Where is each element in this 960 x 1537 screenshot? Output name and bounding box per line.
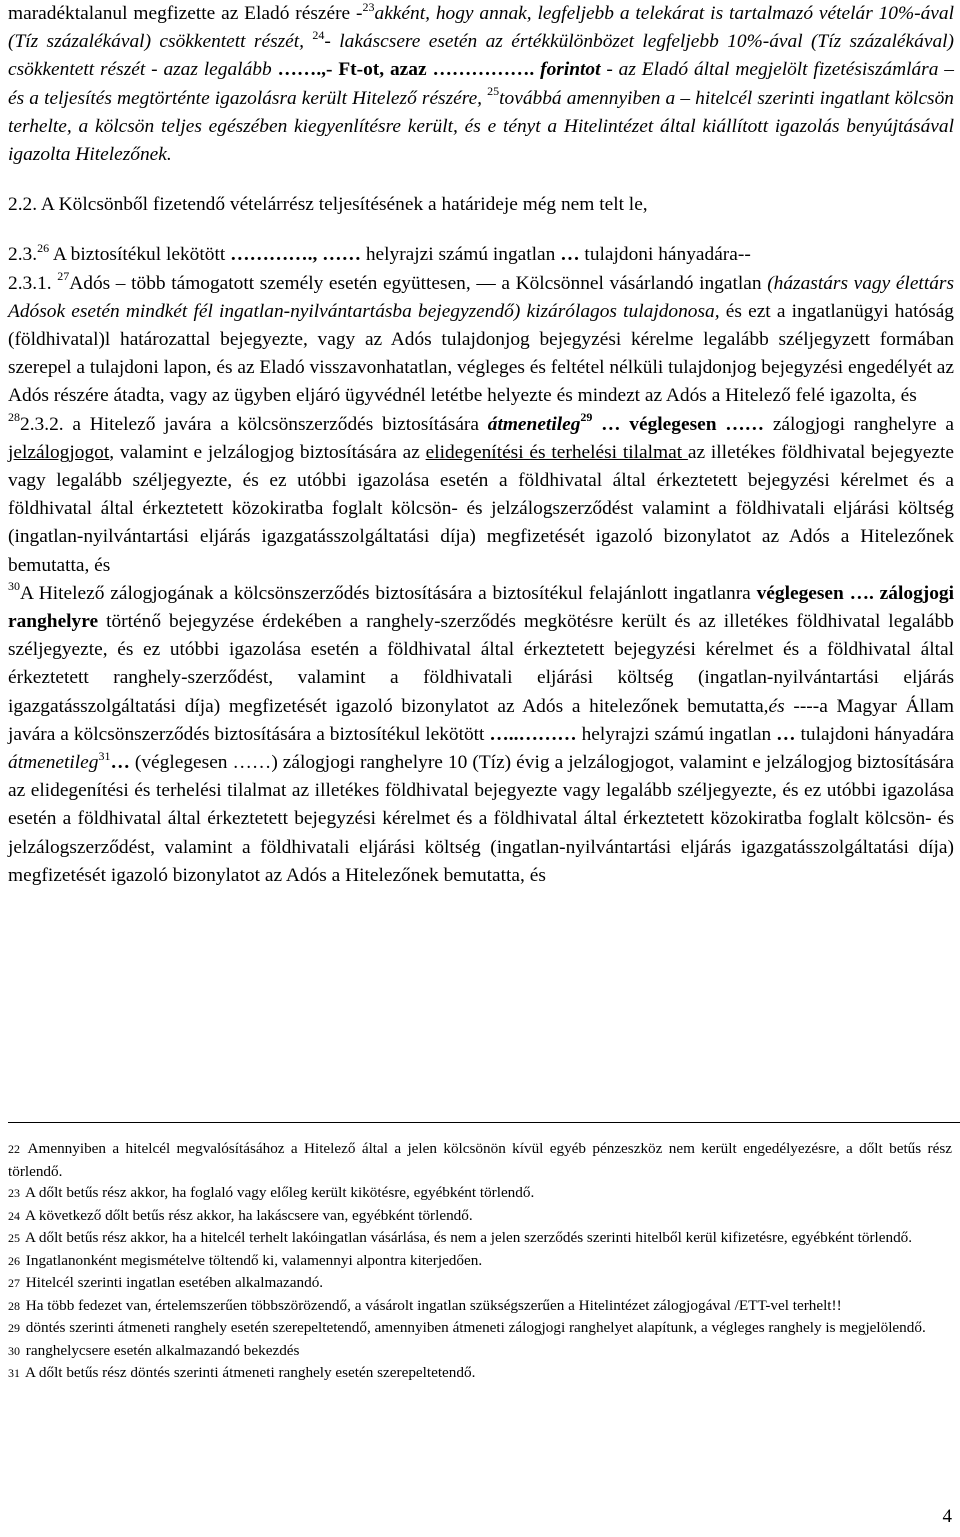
paragraph-ownership — [8, 270, 954, 411]
footnote-item — [8, 1250, 952, 1273]
placeholder-dots: …………., …… — [230, 244, 361, 266]
footnote-item — [8, 1272, 952, 1295]
page-number: 4 — [942, 1506, 952, 1527]
footnote-text: A dőlt betűs rész döntés szerinti átmeneti ranghely esetén szerepeltetendő. — [24, 1364, 476, 1381]
footnote-ref: 30 — [8, 579, 20, 594]
footnote-number: 28 — [8, 1298, 20, 1313]
bold-text: véglegesen …. zálogjogi ranghelyre — [8, 582, 954, 633]
bold-text: …….,- Ft-ot, azaz ……………. — [277, 59, 535, 81]
footnote-number: 27 — [8, 1276, 20, 1290]
placeholder-dots: … — [560, 244, 580, 266]
text-run: tulajdoni hányadára — [795, 723, 955, 745]
text-run: 2.3.2. a Hitelező javára a kölcsönszerződés biztosítására — [20, 413, 488, 435]
footnote-number: 26 — [8, 1253, 20, 1268]
footnote-number: 31 — [8, 1366, 20, 1380]
spacer — [8, 219, 954, 241]
footnote-ref: 27 — [57, 269, 70, 284]
text-run: helyrajzi számú ingatlan — [360, 244, 561, 266]
italic-text: átmenetileg — [8, 752, 99, 774]
footnote-ref: 23 — [362, 0, 375, 14]
italic-text: (házastárs vagy élettárs Adósok esetén mindkét fél ingatlan-nyilvántartásba bejegyzendő) kizárólagos tulajdonosa, — [8, 272, 954, 322]
footnote-item — [8, 1362, 952, 1385]
bold-italic-text: forintot — [540, 59, 601, 81]
italic-text: - lakáscsere esetén az értékkülönbözet legfeljebb 10%-ával (Tíz százalékával) csökkentett részét - azaz legalább — [8, 31, 954, 81]
footnote-text: Hitelcél szerinti ingatlan esetében alkalmazandó. — [25, 1274, 324, 1291]
text-run: ----a Magyar Állam javára a kölcsönszerződés biztosítására a biztosítékul lekötött — [8, 695, 955, 745]
footnote-item — [8, 1182, 952, 1205]
footnote-item — [8, 1205, 952, 1228]
footnote-text: Ha több fedezet van, értelemszerűen többszörözendő, a vásárolt ingatlan szükségszerűen a Hitelintézet zálogjogával /ETT-vel terhelt!! — [25, 1296, 842, 1314]
footnote-text: A következő dőlt betűs rész akkor, ha lakáscsere van, egyébként törlendő. — [24, 1206, 473, 1224]
paragraph-payment — [8, 0, 954, 169]
text-run: A biztosítékul lekötött — [49, 244, 231, 266]
footnote-item — [8, 1138, 952, 1182]
text-run: és ezt a ingatlanügyi hatóság (földhivatal)l határozattal bejegyezte, vagy az Adós tulajdonjog bejegyzési kérelme legalább széljegyzett formában szerepel a tulajdoni lapon, és az Eladó visszavonhatatlan, végleges és feltétel nélküli tulajdonjog bejegyzési engedélyét az Adós részére átadta, vagy az ügyben eljáró ügyvédnél letétbe helyezte és mindezt az Adós a Hitelező felé igazolta, és — [8, 300, 955, 407]
paragraph-ranking — [8, 580, 954, 890]
italic-text: kölcsön terhelte, a kölcsön teljes egészében kiegyenlítésre került, és e tényt a Hitelintézet által kiállított igazolás benyújtásával igazolta Hitelezőnek. — [8, 87, 954, 166]
footnote-number: 22 — [8, 1142, 20, 1156]
section-number: 2.3. — [8, 244, 38, 266]
footnote-ref: 29 — [580, 410, 593, 425]
section-number: 2.3.1. — [8, 272, 58, 294]
footnote-number: 25 — [8, 1231, 20, 1245]
italic-text: és — [768, 695, 785, 717]
footnote-text: Ingatlanonként megismételve töltendő ki, valamennyi alpontra kiterjedően. — [25, 1251, 483, 1269]
footnote-text: ranghelycsere esetén alkalmazandó bekezdés — [25, 1341, 300, 1359]
paragraph-mortgage — [8, 411, 954, 580]
text-run: helyrajzi számú ingatlan — [576, 723, 777, 745]
underlined-text: jelzálogjogot — [8, 441, 110, 463]
paragraph-deadline: 2.2. A Kölcsönből fizetendő vételárrész teljesítésének a határideje még nem telt le, — [8, 194, 648, 216]
footnote-item — [8, 1317, 952, 1340]
underlined-text: elidegenítési és terhelési tilalmat — [425, 441, 688, 463]
footnote-number: 30 — [8, 1343, 20, 1358]
footnote-ref: 28 — [8, 410, 20, 425]
footnote-number: 29 — [8, 1321, 20, 1335]
footnote-text: Amennyiben a hitelcél megvalósításához a Hitelező által a jelen kölcsönön kívül egyéb pénzeszköz nem került engedélyezésre, a dőlt betűs rész törlendő. — [8, 1140, 952, 1180]
footnote-ref: 24 — [312, 27, 325, 42]
bold-italic-text: átmenetileg — [487, 413, 581, 435]
text-run: maradéktalanul megfizette az Eladó részére - — [8, 3, 363, 24]
text-run: (véglegesen ……) zálogjogi ranghelyre 10 (Tíz) évig a jelzálogjogot, valamint e jelzálogjog biztosítására az elidegenítési és terhelési tilalmat az illetékes földhivatal bejegyezte vagy legalább széljegyezte, és ez utóbbi igazolása esetén a földhivatal által érkeztetett bejegyzési kérelmet és a földhivatal által érkeztetett közokiratba foglalt kölcsön- és jelzálogszerződést, valamint a földhivatali eljárási költség (ingatlan-nyilvántartási eljárás igazgatásszolgáltatási díja) megfizetését igazoló bizonylatot az Adós a Hitelezőnek bemutatta, és — [8, 752, 954, 886]
footnote-ref: 25 — [487, 84, 500, 99]
text-run: tulajdoni hányadára-- — [579, 244, 751, 266]
placeholder-dots: … — [110, 752, 130, 774]
footnote-item — [8, 1340, 952, 1363]
footnote-ref: 31 — [98, 748, 111, 763]
spacer — [8, 169, 954, 191]
main-body — [8, 0, 954, 890]
placeholder-dots: …..……… — [489, 723, 577, 745]
footnote-item — [8, 1295, 952, 1318]
italic-text: - az Eladó által megjelölt fizetésiszámlára – és a teljesítés megtörténte igazolásra került Hitelező részére, — [8, 59, 954, 109]
bold-text: … véglegesen …… — [592, 413, 765, 435]
footnote-text: döntés szerinti átmeneti ranghely esetén szerepeltetendő, amennyiben átmeneti zálogjogi ranghelyet alapítunk, a végleges ranghely is megjelölendő. — [25, 1319, 926, 1336]
footnotes — [8, 1138, 952, 1385]
footnote-number: 23 — [8, 1186, 20, 1200]
text-run: történő bejegyzése érdekében a ranghely-szerződés megkötésre került és az illetékes földhivatal legalább széljegyezte, és ez utóbbi igazolása esetén a földhivatal által érkeztetett bejegyzési kérelmet és a földhivatal által érkeztetett ranghely-szerződést, valamint a földhivatali eljárási költség (ingatlan-nyilvántartási eljárás igazgatásszolgáltatási díja) megfizetését igazoló bizonylatot az Adós a hitelezőnek bemutatta, — [8, 611, 954, 717]
placeholder-dots: … — [776, 723, 796, 745]
text-run: az illetékes földhivatal bejegyezte vagy legalább széljegyezte, és ez utóbbi igazolása esetén a földhivatal által érkeztetett bejegyzési kérelmet és a földhivatal által érkeztetett közokiratba foglalt kölcsön- és jelzálogszerződést valamint a földhivatali eljárási költség (ingatlan-nyilvántartási eljárás igazgatásszolgáltatási díja) megfizetését igazoló bizonylatot az Adós a Hitelezőnek bemutatta, és — [8, 441, 955, 576]
text-run: A Hitelező zálogjogának a kölcsönszerződés biztosítására a biztosítékul felajánlott ingatlanra — [20, 582, 757, 604]
paragraph-collateral — [8, 241, 954, 269]
text-run: Adós – több támogatott személy esetén együttesen, — a Kölcsönnel vásárlandó ingatlan — [69, 272, 768, 294]
text-run: , valamint e jelzálogjog biztosítására az — [109, 441, 426, 463]
footnote-divider — [8, 1122, 960, 1123]
footnote-text: A dőlt betűs rész akkor, ha a hitelcél terhelt lakóingatlan vásárlása, és nem a jelen szerződés szerinti hitelből kerül kifizetésre, egyébként törlendő. — [24, 1229, 913, 1246]
italic-text: akként, hogy annak, legfeljebb a telekárat is tartalmazó vételár 10%-ával (Tíz százalékával) csökkentett részét, — [8, 3, 954, 53]
footnote-number: 24 — [8, 1208, 20, 1223]
footnote-text: A dőlt betűs rész akkor, ha foglaló vagy előleg került kikötésre, egyébként törlendő. — [24, 1184, 535, 1201]
text-run: zálogjogi ranghelyre a — [764, 413, 955, 435]
footnote-item — [8, 1227, 952, 1250]
footnote-ref: 26 — [37, 240, 50, 255]
italic-text: továbbá amennyiben a – hitelcél szerinti ingatlant — [499, 87, 890, 109]
